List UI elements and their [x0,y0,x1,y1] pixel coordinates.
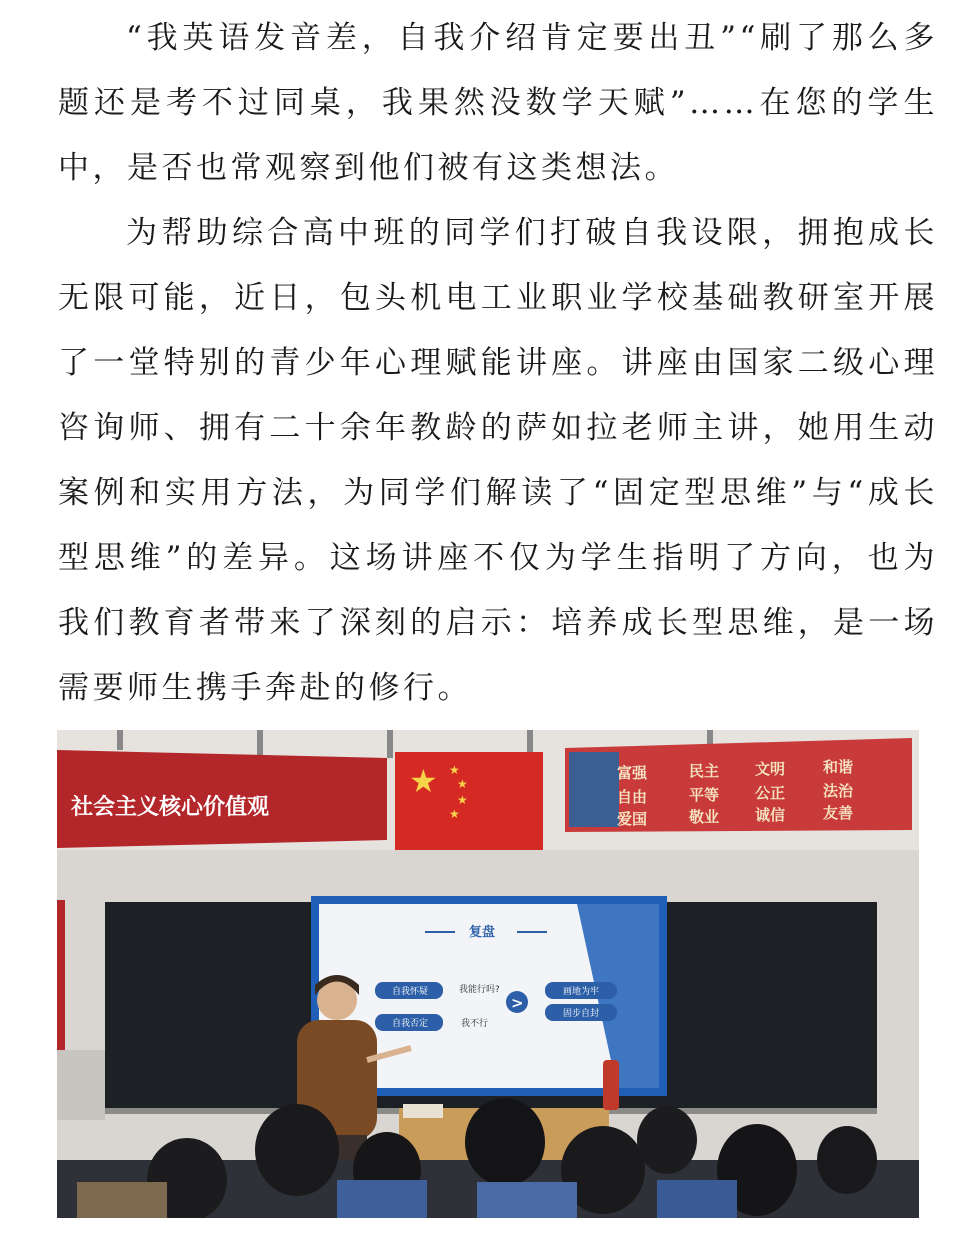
value-2: 民主 [689,762,720,780]
paragraph-lecture: 为帮助综合高中班的同学们打破自我设限，拥抱成长无限可能，近日，包头机电工业职业学校基础教研室开展了一堂特别的青少年心理赋能讲座。讲座由国家二级心理咨询师、拥有二十余年教龄的萨如拉老师主讲，她用生动案例和实用方法，为同学们解读了“固定型思维”与“成长型思维”的差异。这场讲座不仅为学生指明了方向，也为我们教育者带来了深刻的启示：培养成长型思维，是一场需要师生携手奔赴的修行。 [58,215,938,706]
value-1: 富强 [617,764,648,782]
value-3: 文明 [755,760,786,778]
lecture-photo [57,730,919,1218]
svg-text:固步自封: 固步自封 [563,1009,600,1019]
value-4: 和谐 [823,758,854,776]
svg-text:★: ★ [457,793,468,807]
value-8: 法治 [823,782,854,800]
svg-text:★: ★ [449,763,460,777]
slide-statement: 我不行 [461,1019,489,1029]
core-values-banner [57,750,387,848]
svg-text:自我怀疑: 自我怀疑 [392,987,429,997]
value-10: 敬业 [689,808,720,826]
article-body [58,6,938,721]
value-5: 自由 [617,788,648,806]
flag [395,752,543,850]
core-values-banner-text: 社会主义核心价值观 [71,795,270,820]
value-11: 诚信 [755,806,786,824]
value-12: 友善 [823,804,854,822]
svg-text:★: ★ [457,777,468,791]
svg-text:★: ★ [449,807,460,821]
value-6: 平等 [689,786,720,804]
slide-question: 我能行吗? [459,985,500,995]
slide-title: 复盘 [469,925,496,940]
paragraph-intro: “我英语发音差，自我介绍肯定要出丑”“刷了那么多题还是考不过同桌，我果然没数学天赋”……在您的学生中，是否也常观察到他们被有这类想法。 [58,20,938,186]
svg-text:★: ★ [409,762,438,800]
svg-text:画地为牢: 画地为牢 [563,987,600,997]
value-7: 公正 [755,784,786,802]
svg-text:自我否定: 自我否定 [392,1019,429,1029]
svg-text:>: > [511,994,524,1012]
value-9: 爱国 [617,810,648,828]
values-banner [565,738,912,832]
